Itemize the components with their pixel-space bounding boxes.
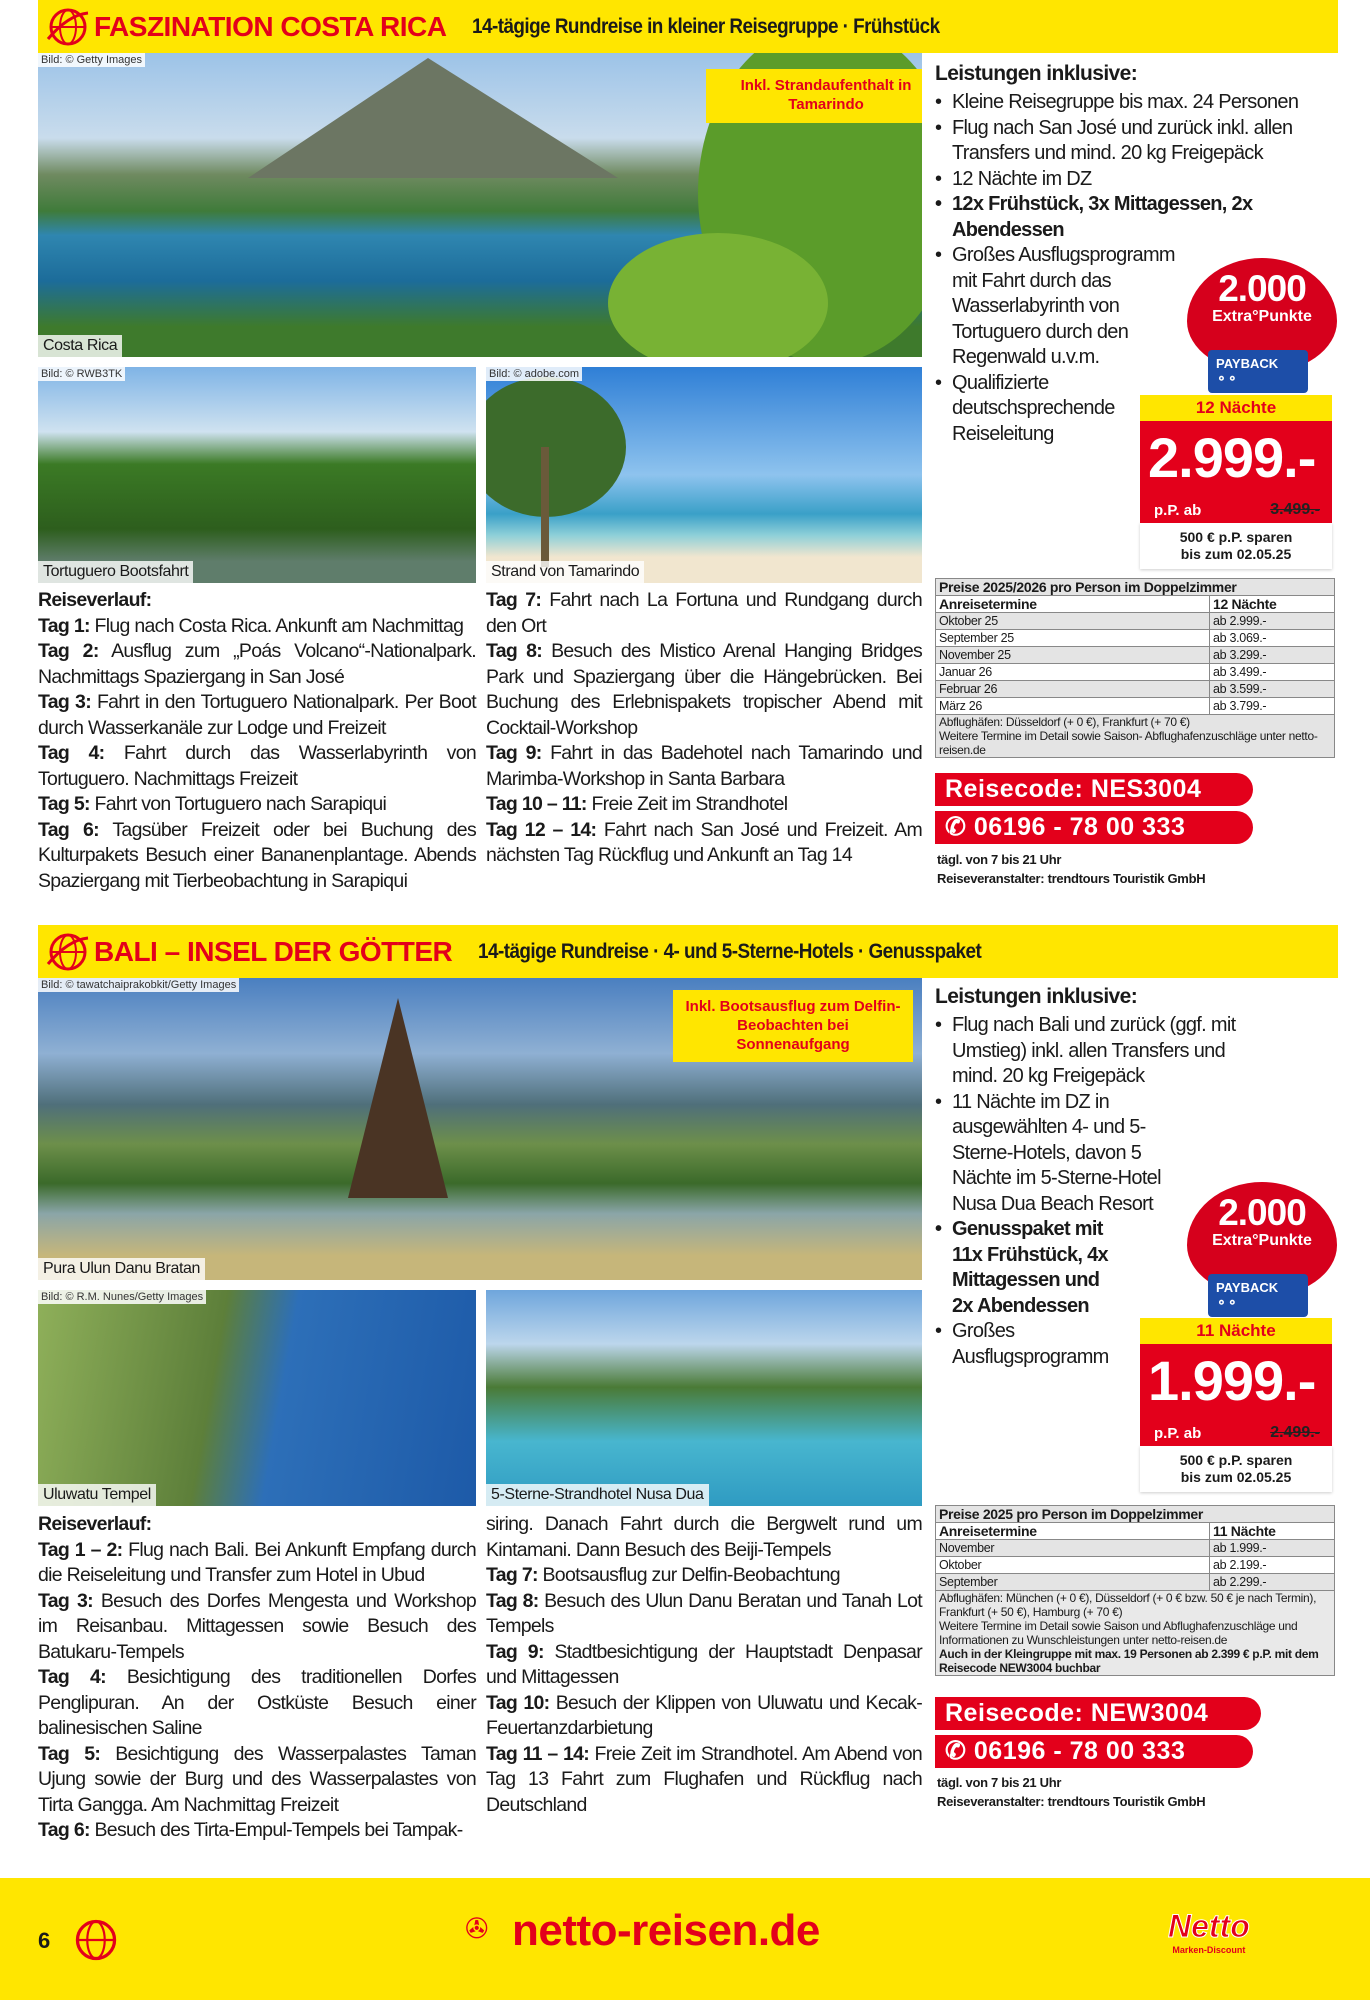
table-cell: ab 1.999.-	[1210, 1540, 1335, 1557]
itinerary-day	[486, 1691, 922, 1742]
payback-logo: PAYBACK ⚬⚬	[1208, 1274, 1308, 1317]
temple-shape	[328, 998, 468, 1228]
itinerary-day	[38, 1818, 476, 1844]
bali-price-table	[935, 1505, 1335, 1676]
text: Freie Zeit im Strandhotel	[591, 793, 788, 815]
column-header: 12 Nächte	[1210, 596, 1335, 613]
itinerary-day	[38, 614, 476, 640]
price-box	[1140, 1318, 1332, 1492]
table-cell: ab 3.499.-	[1210, 664, 1335, 681]
text: Tagsüber Freizeit oder bei Buchung des Kulturpakets Besuch einer Bananenplantage. Abends Spaziergang mit Tierbeobachtung in Sarapiqui	[38, 818, 477, 892]
service-item: • Großes Ausflugsprogramm	[935, 1319, 1135, 1370]
day-label: Tag 7:	[486, 589, 542, 611]
savings-line: 500 € p.P. sparen	[1179, 529, 1293, 545]
services-title: Leistungen inklusive:	[935, 985, 1138, 1008]
table-title: Preise 2025/2026 pro Person im Doppelzimmer	[936, 579, 1335, 596]
service-item: • Großes Ausflugsprogramm mit Fahrt durch das Wasserlabyrinth von Tortuguero durch den Regenwald u.v.m.	[935, 243, 1185, 371]
table-cell: ab 2.199.-	[1210, 1557, 1335, 1574]
table-row	[936, 1540, 1335, 1557]
table-cell: November	[936, 1540, 1210, 1557]
photo-caption: Pura Ulun Danu Bratan	[38, 1258, 205, 1280]
itinerary-day	[486, 588, 922, 639]
text: Abflughäfen: München (+ 0 €), Düsseldorf (+ 0 € bzw. 50 € je nach Termin), Frankfurt (+ 50 €), Hamburg (+ 70 €)	[939, 1591, 1317, 1619]
text: Weitere Termine im Detail sowie Saison und Abflughafenzuschläge und Informationen zu Wunschleistungen unter netto-reisen.de	[939, 1619, 1298, 1647]
text: Fahrt nach La Fortuna und Rundgang durch den Ort	[486, 589, 922, 637]
payback-label: Extra°Punkte	[1212, 308, 1312, 325]
day-label: Tag 9:	[486, 742, 542, 764]
day-label: Tag 5:	[38, 1742, 101, 1765]
savings-deadline: bis zum 02.05.25	[1180, 546, 1292, 562]
text: Auch in der Kleingruppe mit max. 19 Personen ab 2.399 € p.P. mit dem Reisecode NEW3004 buchbar	[939, 1647, 1319, 1675]
operator: Reiseveranstalter: trendtours Touristik GmbH	[937, 1794, 1206, 1809]
travel-code: Reisecode: NEW3004	[935, 1697, 1261, 1730]
section-title: FASZINATION COSTA RICA	[94, 10, 447, 42]
savings-note	[1140, 523, 1332, 569]
table-cell: ab 3.299.-	[1210, 647, 1335, 664]
day-label: Tag 5:	[38, 793, 90, 815]
text: Besuch des Ulun Danu Beratan und Tanah Lot Tempels	[486, 1589, 923, 1637]
itinerary-day	[486, 792, 922, 818]
uluwatu-photo	[38, 1290, 476, 1506]
photo-credit: Bild: © tawatchaiprakobkit/Getty Images	[38, 978, 239, 992]
day-label: Tag 8:	[486, 640, 543, 662]
text: Fahrt in den Tortuguero Nationalpark. Per Boot durch Wasserkanäle zur Lodge und Freizeit	[38, 691, 476, 739]
text	[1140, 1344, 1332, 1446]
text: Flug nach Bali. Bei Ankunft Empfang durch die Reiseleitung und Transfer zum Hotel in Ubud	[38, 1538, 477, 1586]
itinerary-day	[486, 1563, 922, 1589]
table-row	[936, 1574, 1335, 1591]
costa-rica-main-photo	[38, 53, 922, 357]
column-header: Anreisetermine	[936, 1523, 1210, 1540]
day-label: Tag 9:	[486, 1640, 544, 1663]
text: 06196 - 78 00 333	[973, 813, 1186, 841]
hours: tägl. von 7 bis 21 Uhr	[937, 852, 1062, 867]
itinerary-day	[486, 741, 922, 792]
text: Fahrt nach San José und Freizeit. Am nächsten Tag Rückflug und Ankunft an Tag 14	[486, 818, 922, 866]
text: Flug nach Costa Rica. Ankunft am Nachmittag	[94, 614, 464, 637]
price-box	[1140, 395, 1332, 569]
text: Ausflug zum „Poás Volcano“-Nationalpark. Nachmittags Spaziergang in San José	[38, 640, 476, 688]
table-row	[936, 1557, 1335, 1574]
text: Abflughäfen: Düsseldorf (+ 0 €), Frankfurt (+ 70 €)	[939, 715, 1190, 729]
day-label: Tag 7:	[486, 1564, 538, 1586]
day-label: Tag 4:	[38, 1666, 106, 1688]
nights-label: 12 Nächte	[1140, 395, 1332, 421]
phone-icon: ✆	[945, 813, 974, 841]
per-person-label: p.P. ab	[1154, 1425, 1202, 1442]
day-label: Tag 3:	[38, 1589, 93, 1612]
bali-main-photo	[38, 978, 922, 1280]
palm-trees	[486, 367, 686, 583]
table-cell: Februar 26	[936, 681, 1210, 698]
day-label: Tag 10 – 11:	[486, 793, 587, 815]
promo-badge: Inkl. Bootsausflug zum Delfin-Beobachten bei Sonnenaufgang	[673, 990, 913, 1062]
service-item: • 12x Frühstück, 3x Mittagessen, 2x Abendessen	[935, 192, 1275, 243]
itinerary-day	[38, 1538, 476, 1589]
table-row	[936, 664, 1335, 681]
globe-icon	[46, 930, 90, 974]
text	[1140, 421, 1332, 523]
photo-credit: Bild: © R.M. Nunes/Getty Images	[38, 1290, 206, 1304]
table-cell: März 26	[936, 698, 1210, 715]
text: Weitere Termine im Detail sowie Saison- Abflughafenzuschläge unter netto-reisen.de	[939, 729, 1318, 757]
service-item: • 12 Nächte im DZ	[935, 167, 1335, 193]
day-label: Tag 6:	[38, 818, 99, 841]
column-header: 11 Nächte	[1210, 1523, 1335, 1540]
savings-line: 500 € p.P. sparen	[1179, 1452, 1293, 1468]
table-cell: Oktober	[936, 1557, 1210, 1574]
day-label: Tag 1 – 2:	[38, 1538, 123, 1561]
costa-rica-itinerary-right	[486, 588, 922, 869]
globe-icon	[46, 5, 90, 49]
savings-deadline: bis zum 02.05.25	[1180, 1469, 1292, 1485]
phone-number[interactable]	[935, 811, 1253, 844]
itinerary-day	[486, 1742, 922, 1819]
section-subtitle: 14-tägige Rundreise in kleiner Reisegruppe · Frühstück	[472, 14, 941, 38]
travel-code: Reisecode: NES3004	[935, 773, 1253, 806]
text: Besuch des Tirta-Empul-Tempels bei Tampak-	[94, 1819, 463, 1841]
bali-header	[38, 925, 1338, 978]
table-cell: ab 3.599.-	[1210, 681, 1335, 698]
itinerary-day	[38, 741, 476, 792]
payback-brand: PAYBACK	[1216, 1280, 1279, 1295]
itinerary-title: Reiseverlauf:	[38, 1513, 152, 1535]
service-item: • Genusspaket mit 11x Frühstück, 4x Mittagessen und 2x Abendessen	[935, 1217, 1110, 1319]
price: 1.999.-	[1148, 1349, 1316, 1412]
text: Besichtigung des Wasserpalastes Taman Ujung sowie der Burg und des Wasserpalastes von Tirta Gangga. Am Nachmittag Freizeit	[38, 1742, 476, 1816]
table-cell: September	[936, 1574, 1210, 1591]
savings-note	[1140, 1446, 1332, 1492]
itinerary-day	[486, 639, 922, 741]
payback-logo: PAYBACK ⚬⚬	[1208, 350, 1308, 393]
text: Freie Zeit im Strandhotel. Am Abend von Tag 13 Fahrt zum Flughafen und Rückflug nach Deutschland	[486, 1742, 923, 1816]
service-item: • Flug nach Bali und zurück (ggf. mit Umstieg) inkl. allen Transfers und mind. 20 kg Freigepäck	[935, 1013, 1265, 1090]
operator: Reiseveranstalter: trendtours Touristik GmbH	[937, 871, 1206, 886]
promo-badge: Inkl. Strandaufenthalt in Tamarindo	[706, 69, 922, 123]
itinerary-day	[38, 1589, 476, 1666]
table-cell: ab 2.999.-	[1210, 613, 1335, 630]
day-label: Tag 4:	[38, 742, 105, 764]
day-label: Tag 2:	[38, 640, 99, 662]
itinerary-day	[38, 792, 476, 818]
service-item: • Flug nach San José und zurück inkl. allen Transfers und mind. 20 kg Freigepäck	[935, 116, 1325, 167]
table-row	[936, 630, 1335, 647]
services-title: Leistungen inklusive:	[935, 62, 1138, 85]
table-cell: ab 3.799.-	[1210, 698, 1335, 715]
text: Besuch der Klippen von Uluwatu und Kecak-Feuertanzdarbietung	[486, 1691, 923, 1739]
costa-rica-price-table	[935, 578, 1335, 758]
day-label: Tag 12 – 14:	[486, 818, 597, 841]
photo-caption: 5-Sterne-Strandhotel Nusa Dua	[486, 1484, 709, 1506]
table-cell: ab 3.069.-	[1210, 630, 1335, 647]
itinerary-day	[38, 690, 476, 741]
logo-text: Netto	[1168, 1908, 1250, 1944]
photo-credit: Bild: © adobe.com	[486, 367, 582, 381]
logo-subtitle: Marken-Discount	[1172, 1945, 1246, 1955]
table-note	[936, 1591, 1335, 1676]
section-subtitle: 14-tägige Rundreise · 4- und 5-Sterne-Hotels · Genusspaket	[478, 939, 982, 963]
tamarindo-photo	[486, 367, 922, 583]
day-label: Tag 8:	[486, 1589, 539, 1612]
itinerary-day	[486, 1640, 922, 1691]
table-cell: Oktober 25	[936, 613, 1210, 630]
payback-points: 2.000	[1218, 1192, 1306, 1233]
table-cell: Januar 26	[936, 664, 1210, 681]
photo-caption: Uluwatu Tempel	[38, 1484, 156, 1506]
text: Fahrt durch das Wasserlabyrinth von Tortuguero. Nachmittags Freizeit	[38, 742, 477, 790]
itinerary-title: Reiseverlauf:	[38, 589, 152, 611]
table-title: Preise 2025 pro Person im Doppelzimmer	[936, 1506, 1335, 1523]
table-cell: November 25	[936, 647, 1210, 664]
phone-icon: ✆	[945, 1737, 974, 1765]
payback-brand: PAYBACK	[1216, 356, 1279, 371]
itinerary-day	[38, 818, 476, 895]
table-row	[936, 647, 1335, 664]
text: Besuch des Dorfes Mengesta und Workshop im Reisanbau. Mittagessen sowie Besuch des Batukaru-Tempels	[38, 1589, 476, 1663]
photo-caption: Strand von Tamarindo	[486, 561, 644, 583]
page-number: 6	[38, 1928, 51, 1953]
tortuguero-photo	[38, 367, 476, 583]
old-price: 3.499.-	[1270, 501, 1320, 518]
table-cell: ab 2.299.-	[1210, 1574, 1335, 1591]
nights-label: 11 Nächte	[1140, 1318, 1332, 1344]
text: 06196 - 78 00 333	[973, 1737, 1186, 1765]
text: Besichtigung des traditionellen Dorfes Penglipuran. An der Ostküste Besuch einer balinesischen Saline	[38, 1666, 477, 1739]
day-label: Tag 1:	[38, 614, 90, 637]
text: Bootsausflug zur Delfin-Beobachtung	[542, 1564, 840, 1586]
text: Fahrt in das Badehotel nach Tamarindo und Marimba-Workshop in Santa Barbara	[486, 742, 923, 790]
column-header: Anreisetermine	[936, 596, 1210, 613]
price: 2.999.-	[1148, 426, 1316, 489]
table-row	[936, 681, 1335, 698]
section-title: BALI – INSEL DER GÖTTER	[94, 935, 453, 967]
table-row	[936, 613, 1335, 630]
payback-points: 2.000	[1218, 268, 1306, 309]
globe-icon	[72, 1916, 120, 1964]
text	[38, 1512, 476, 1538]
table-note	[936, 715, 1335, 758]
day-label: Tag 10:	[486, 1691, 550, 1714]
photo-credit: Bild: © Getty Images	[38, 53, 145, 67]
photo-credit: Bild: © RWB3TK	[38, 367, 125, 381]
costa-rica-itinerary-left	[38, 588, 476, 894]
phone-number[interactable]	[935, 1735, 1253, 1768]
per-person-label: p.P. ab	[1154, 502, 1202, 519]
luggage-icon: ✇	[465, 1913, 489, 1944]
itinerary-day	[38, 1742, 476, 1819]
bali-itinerary-left	[38, 1512, 476, 1844]
table-row	[936, 698, 1335, 715]
service-item: • Kleine Reisegruppe bis max. 24 Personen	[935, 90, 1335, 116]
netto-logo	[1168, 1908, 1250, 1955]
photo-caption: Tortuguero Bootsfahrt	[38, 561, 193, 583]
footer	[0, 1878, 1370, 2000]
text: Stadtbesichtigung der Hauptstadt Denpasar und Mittagessen	[486, 1640, 922, 1688]
service-item: • 11 Nächte im DZ in ausgewählten 4- und 5-Sterne-Hotels, davon 5 Nächte im 5-Sterne-Hotel Nusa Dua Beach Resort	[935, 1090, 1165, 1218]
itinerary-continued: siring. Danach Fahrt durch die Bergwelt rund um Kintamani. Dann Besuch des Beiji-Tempels	[486, 1513, 922, 1561]
itinerary-day	[38, 639, 476, 690]
day-label: Tag 11 – 14:	[486, 1742, 590, 1765]
nusa-dua-photo	[486, 1290, 922, 1506]
itinerary-day	[486, 1589, 922, 1640]
costa-rica-header	[38, 0, 1338, 53]
day-label: Tag 3:	[38, 691, 91, 713]
itinerary-day	[486, 818, 922, 869]
hours: tägl. von 7 bis 21 Uhr	[937, 1775, 1062, 1790]
day-label: Tag 6:	[38, 1819, 90, 1841]
website-link[interactable]: netto-reisen.de	[512, 1906, 820, 1955]
service-item: • Qualifizierte deutschsprechende Reiseleitung	[935, 371, 1135, 448]
photo-caption: Costa Rica	[38, 335, 122, 357]
table-cell: September 25	[936, 630, 1210, 647]
text: Fahrt von Tortuguero nach Sarapiqui	[94, 793, 387, 815]
bali-itinerary-right	[486, 1512, 922, 1818]
old-price: 2.499.-	[1270, 1424, 1320, 1441]
itinerary-day	[38, 1665, 476, 1742]
text: Besuch des Mistico Arenal Hanging Bridges Park und Spaziergang über die Hängebrücken. Bei Buchung des Erlebnispakets tropischer Abend mit Cocktail-Workshop	[486, 640, 923, 739]
text	[38, 588, 476, 614]
payback-label: Extra°Punkte	[1212, 1232, 1312, 1249]
